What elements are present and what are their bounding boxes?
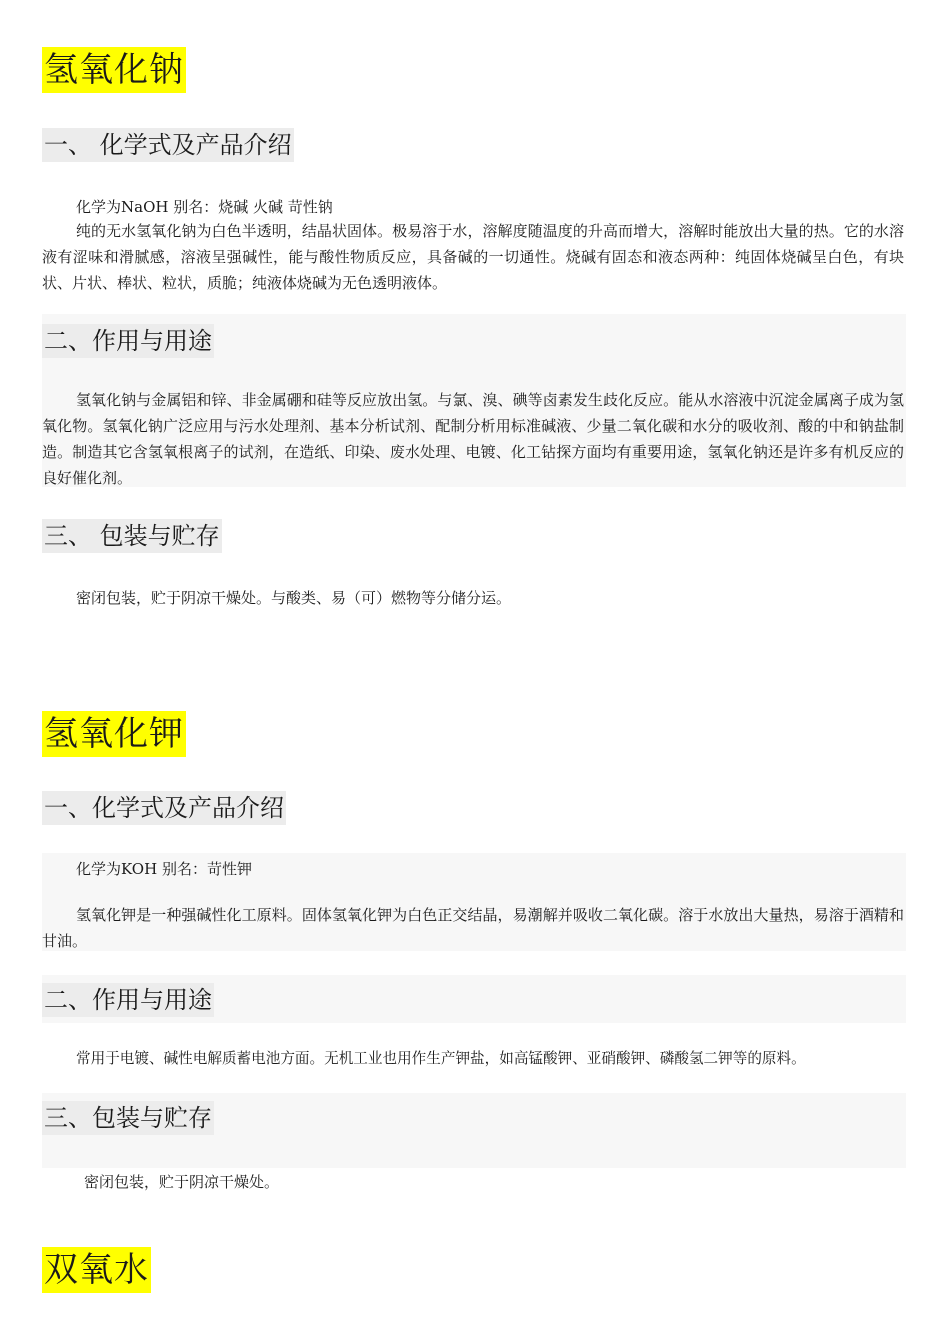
- section-heading-formula: 一、化学式及产品介绍: [42, 791, 286, 825]
- uses-paragraph: 氢氧化钠与金属铝和锌、非金属硼和硅等反应放出氢。与氯、溴、碘等卤素发生歧化反应。能从水溶液中沉淀金属离子成为氢氧化物。氢氧化钠广泛应用与污水处理剂、基本分析试剂、配制分析用标准碱液、少量二氧化碳和水分的吸收剂、酸的中和钠盐制造。制造其它含氢氧根离子的试剂，在造纸、印染、废水处理、电镀、化工钻探方面均有重要用途，氢氧化钠还是许多有机反应的良好催化剂。: [42, 391, 904, 487]
- product-title-koh: 氢氧化钾: [42, 711, 186, 757]
- product-title-h2o2: 双氧水: [42, 1247, 151, 1293]
- section-heading-storage: 三、包装与贮存: [42, 1101, 214, 1135]
- intro-paragraph: 纯的无水氢氧化钠为白色半透明，结晶状固体。极易溶于水，溶解度随温度的升高而增大，溶解时能放出大量的热。它的水溶液有涩味和滑腻感，溶液呈强碱性，能与酸性物质反应，具备碱的一切通性。烧碱有固态和液态两种：纯固体烧碱呈白色，有块状、片状、棒状、粒状，质脆；纯液体烧碱为无色透明液体。: [42, 222, 904, 292]
- section-heading-uses: 二、作用与用途: [42, 324, 214, 358]
- storage-line: 密闭包装，贮于阴凉干燥处。: [84, 1173, 280, 1191]
- section-heading-formula: 一、 化学式及产品介绍: [42, 128, 294, 162]
- product-title-naoh: 氢氧化钠: [42, 47, 186, 93]
- storage-line: 密闭包装，贮于阴凉干燥处。与酸类、易（可）燃物等分储分运。: [76, 589, 512, 607]
- intro-paragraph: 氢氧化钾是一种强碱性化工原料。固体氢氧化钾为白色正交结晶，易潮解并吸收二氧化碳。溶于水放出大量热，易溶于酒精和甘油。: [42, 906, 904, 950]
- section-heading-uses: 二、作用与用途: [42, 983, 214, 1017]
- formula-line: 化学为NaOH 别名：烧碱 火碱 苛性钠: [76, 198, 333, 216]
- formula-line: 化学为KOH 别名：苛性钾: [76, 860, 252, 878]
- uses-line: 常用于电镀、碱性电解质蓄电池方面。无机工业也用作生产钾盐，如高锰酸钾、亚硝酸钾、磷酸氢二钾等的原料。: [76, 1050, 806, 1067]
- section-heading-storage: 三、 包装与贮存: [42, 519, 222, 553]
